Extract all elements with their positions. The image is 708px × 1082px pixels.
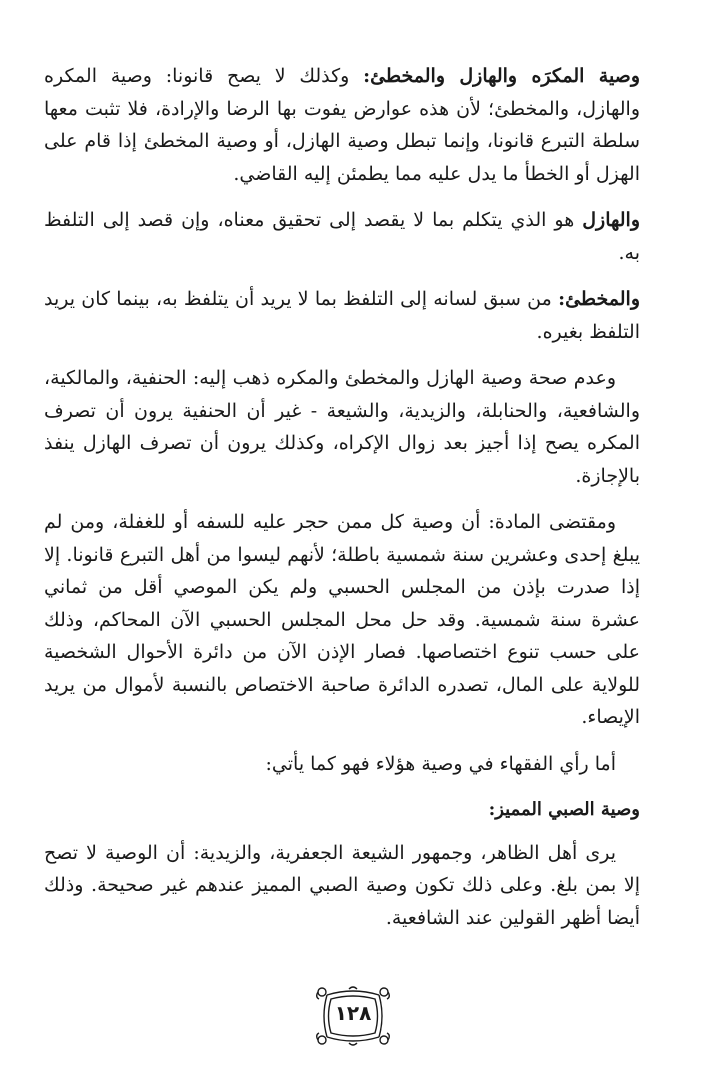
paragraph-text: من سبق لسانه إلى التلفظ بما لا يريد أن يتلفظ به، بينما كان يريد التلفظ بغيره. — [44, 288, 640, 343]
term-mistaken: والمخطئ: — [558, 288, 640, 310]
paragraph-text: هو الذي يتكلم بما لا يقصد إلى تحقيق معناه، وإن قصد إلى التلفظ به. — [44, 209, 640, 264]
paragraph-discerning-boy: يرى أهل الظاهر، وجمهور الشيعة الجعفرية، والزيدية: أن الوصية لا تصح إلا بمن بلغ. وعلى ذلك تكون وصية الصبي المميز عندهم غير صحيحة. وذلك أيضا أظهر القولين عند الشافعية. — [44, 841, 640, 929]
section-heading-discerning-boy: وصية الصبي المميز: — [488, 799, 640, 820]
paragraph-article-meaning: ومقتضى المادة: أن وصية كل ممن حجر عليه للسفه أو للغفلة، ومن لم يبلغ إحدى وعشرين سنة شمسية باطلة؛ لأنهم ليسوا من أهل التبرع قانونا. إلا إذا صدرت بإذن من المجلس الحسبي ولم يكن الموصي أقل من ثماني عشرة سنة شمسية. وقد حل محل المجلس الحسبي الآن المحاكم، وذلك على حسب تنوع اختصاصها. فصار الإذن الآن من دائرة الأحوال الشخصية للولاية على المال، تصدره الدائرة صاحبة الاختصاص بالنسبة لأموال من يريد الإيصاء. — [44, 511, 640, 728]
page-body — [44, 60, 640, 948]
paragraph-schools-opinion: وعدم صحة وصية الهازل والمخطئ والمكره ذهب إليه: الحنفية، والمالكية، والشافعية، والحنابلة، والزيدية، والشيعة - غير أن الحنفية يرون أن تصرف المكره يصح إذا أجيز بعد زوال الإكراه، وكذلك يرون أن تصرف الهازل ينفذ بالإجازة. — [44, 367, 640, 487]
paragraph-mistaken-definition — [44, 283, 640, 348]
term-jester: والهازل — [582, 209, 640, 231]
paragraph-jester-definition — [44, 204, 640, 269]
paragraph-jurists-intro: أما رأي الفقهاء في وصية هؤلاء فهو كما يأتي: — [265, 752, 616, 775]
paragraph-coerced-jester-mistaken — [44, 60, 640, 190]
paragraph-text: وكذلك لا يصح قانونا: وصية المكره والهازل، والمخطئ؛ لأن هذه عوارض يفوت بها الرضا والإرادة، فلا تثبت معها سلطة التبرع قانونا، وإنما تبطل وصية الهازل، أو وصية المخطئ إذا قام على الهزل أو الخطأ ما يدل عليه مما يطمئن إليه القاضي. — [44, 65, 640, 185]
page-number: ١٢٨ — [334, 1001, 372, 1025]
term-coerced-will: وصية المكرَه والهازل والمخطئ: — [363, 65, 640, 87]
page-number-ornament — [313, 985, 393, 1047]
